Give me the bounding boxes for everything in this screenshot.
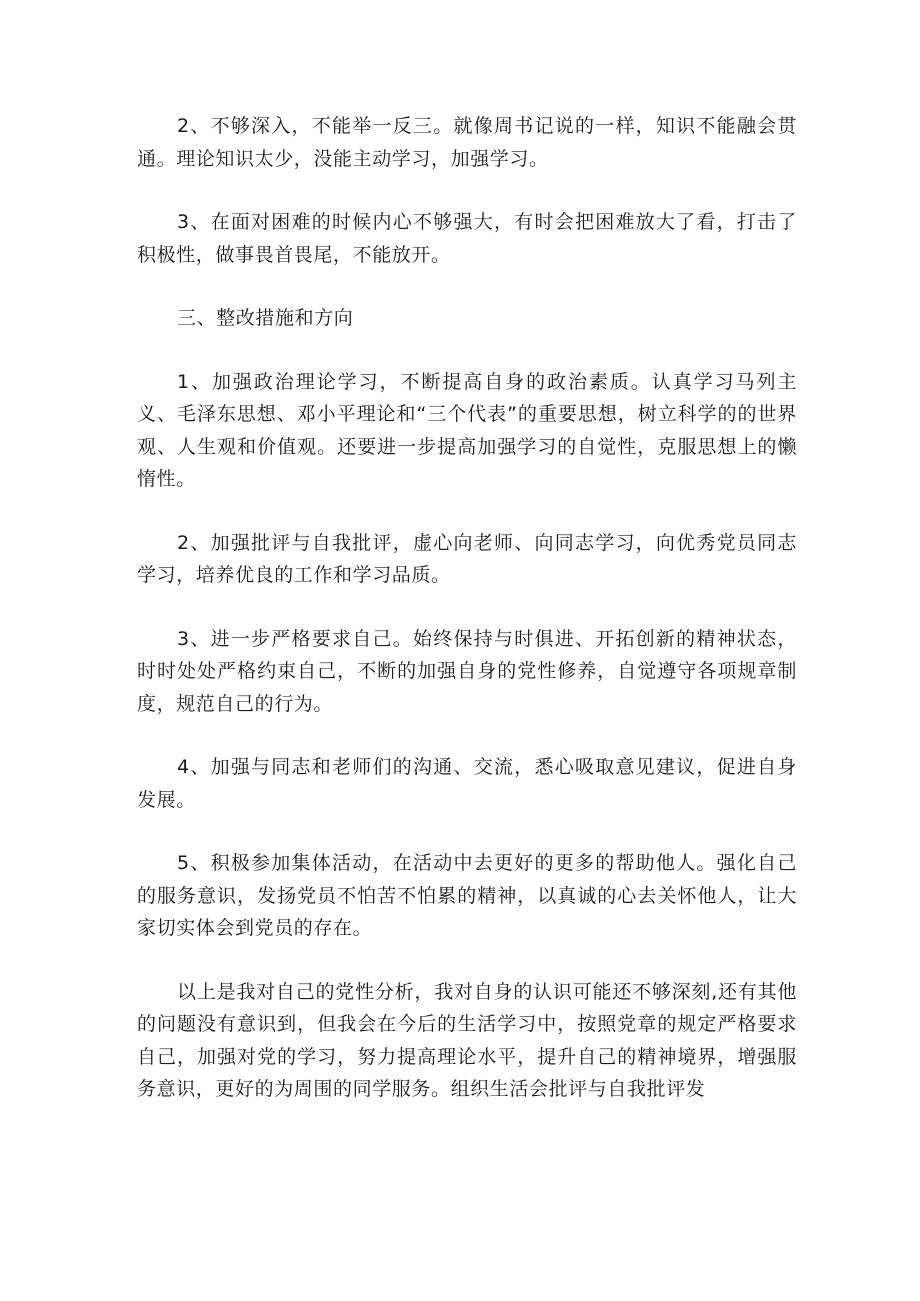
paragraph-item-3-shortcoming: 3、在面对困难的时候内心不够强大，有时会把困难放大了看，打击了积极性，做事畏首畏尾，不能放开。 <box>137 211 797 266</box>
paragraph-measure-3: 3、进一步严格要求自己。始终保持与时俱进、开拓创新的精神状态，时时处处严格约束自己，不断的加强自身的党性修养，自觉遵守各项规章制度，规范自己的行为。 <box>137 627 797 715</box>
paragraph-measure-1: 1、加强政治理论学习，不断提高自身的政治素质。认真学习马列主义、毛泽东思想、邓小平理论和“三个代表”的重要思想，树立科学的的世界观、人生观和价值观。还要进一步提高加强学习的自觉性，克服思想上的懒惰性。 <box>137 370 797 490</box>
paragraph-measure-4: 4、加强与同志和老师们的沟通、交流，悉心吸取意见建议，促进自身发展。 <box>137 756 797 811</box>
document-body <box>137 110 797 1137</box>
section-heading-rectification: 三、整改措施和方向 <box>177 307 354 329</box>
paragraph-item-2-shortcoming: 2、不够深入，不能举一反三。就像周书记说的一样，知识不能融会贯通。理论知识太少，没能主动学习，加强学习。 <box>137 115 797 170</box>
paragraph-measure-5: 5、积极参加集体活动，在活动中去更好的更多的帮助他人。强化自己的服务意识，发扬党员不怕苦不怕累的精神，以真诚的心去关怀他人，让大家切实体会到党员的存在。 <box>137 852 797 939</box>
paragraph-conclusion: 以上是我对自己的党性分析，我对自身的认识可能还不够深刻,还有其他的问题没有意识到，但我会在今后的生活学习中，按照党章的规定严格要求自己，加强对党的学习，努力提高理论水平，提升自己的精神境界，增强服务意识，更好的为周围的同学服务。组织生活会批评与自我批评发 <box>137 980 797 1100</box>
paragraph-measure-2: 2、加强批评与自我批评，虚心向老师、向同志学习，向优秀党员同志学习，培养优良的工作和学习品质。 <box>137 531 797 586</box>
